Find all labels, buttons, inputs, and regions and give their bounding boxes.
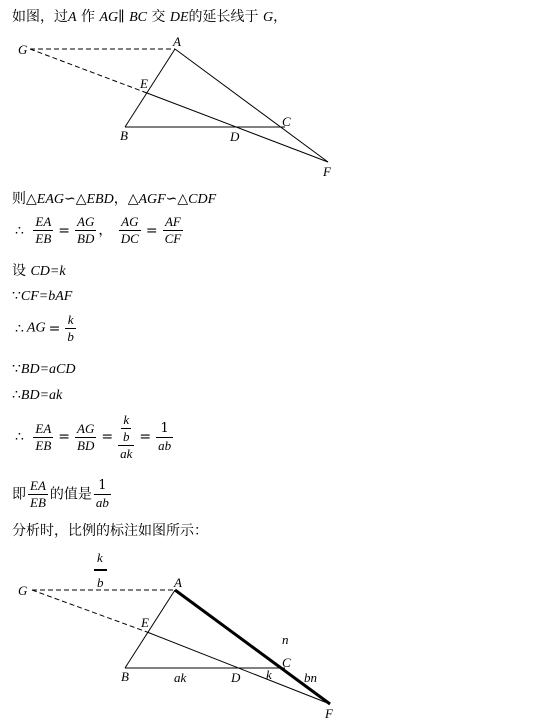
segment-bc: BC [129,10,147,25]
because-symbol: ∵ [12,361,21,377]
fraction-ag-dc [119,214,141,247]
because-symbol: ∵ [12,288,21,304]
numerator: AG [77,420,95,436]
label-f: F [325,706,333,721]
expr-cf: CF=bAF [20,289,73,304]
therefore-symbol: ∴ [15,320,24,337]
figure-1 [0,30,360,180]
point-a: A [68,10,77,25]
set-line [12,262,66,281]
therefore-symbol: ∴ [12,387,21,403]
numerator: 1 [94,478,111,495]
expr-bd: BD=aCD [20,362,76,377]
label-c: C [282,114,291,129]
final-line [12,412,175,462]
numerator: k [65,312,76,329]
comma: ， [273,9,288,25]
line-ab [125,49,175,127]
denominator: BD [77,437,95,453]
fraction-1-ab [94,478,111,511]
ag-label: AG [26,320,46,336]
dashed-line-ge [32,590,147,632]
therefore-symbol: ∴ [15,222,24,239]
denominator: b [67,329,74,344]
ratio-line [12,214,185,247]
numerator: EA [35,214,52,229]
denominator: ab [95,495,109,510]
numerator: EA [35,420,52,436]
because-line-1 [12,287,72,306]
text-ji: 即 [12,486,26,503]
fraction-ea-eb [33,421,53,454]
similar-line [12,190,216,209]
expr-bd-ak: BD=ak [20,388,63,403]
numerator: AG [77,214,95,229]
text-she: 设 [12,263,26,279]
line-af-bold [175,590,330,704]
numerator: k [121,412,132,429]
label-k-over-b-den: b [97,575,104,590]
numerator: AG [119,214,141,231]
label-d: D [231,670,241,685]
fraction-ag-bd [75,214,96,247]
label-b: B [120,128,128,143]
dashed-line-ge [30,49,147,93]
denominator: ab [158,437,172,453]
intro-text-ext: 的延长线于 [188,9,259,25]
therefore-symbol: ∴ [15,429,24,445]
fraction-af-cf [163,214,184,247]
label-a: A [174,575,182,590]
fraction-ea-eb [28,478,48,511]
parallel-symbol: ∥ [118,9,125,25]
equals: = [58,429,70,445]
expr-cd: CD=k [30,264,66,279]
line-af [175,49,328,162]
comma: ， [98,222,113,239]
similar-1: △EAG∽△EBD [26,192,114,207]
intro-text-zuo: 作 [81,9,96,25]
denominator: DC [120,231,139,246]
label-a: A [173,34,181,49]
label-g: G [18,42,28,57]
label-d: D [230,129,240,144]
fraction-ag-bd [75,421,96,454]
point-g: G [262,10,274,25]
segment-de: DE [169,10,189,25]
segment-ag: AG [99,10,119,25]
denominator: EB [30,495,46,510]
intro-text: 如图，过 [12,9,68,25]
line-ab [125,590,175,668]
label-bn: bn [304,670,317,685]
label-k-over-b-num: k [97,550,103,565]
similar-2: △AGF∽△CDF [127,192,217,207]
fraction-k-b [65,312,76,345]
text-value: 的值是 [49,486,92,503]
analysis-text: 分析时，比例的标注如图所示： [12,523,208,539]
bd-line [12,386,62,405]
denominator: b [122,429,130,444]
label-g: G [18,583,28,598]
fraction-ea-eb [33,214,53,247]
label-f: F [323,164,331,179]
equals: = [58,222,70,239]
answer-line [12,478,113,511]
label-b: B [121,669,129,684]
numerator: AF [163,214,184,231]
label-e: E [140,76,148,91]
label-c: C [282,655,291,670]
because-line-2 [12,360,75,379]
equals: = [48,320,61,337]
compound-numerator [118,412,134,446]
fraction-1-ab [156,421,173,454]
denominator: CF [164,231,182,246]
figure-2 [0,545,360,725]
label-e: E [141,615,149,630]
denominator: EB [35,437,52,453]
numerator: 1 [156,421,173,438]
intro-line [12,8,287,27]
equals: = [145,222,158,239]
equals: = [139,429,152,445]
numerator: EA [30,478,46,493]
label-ak: ak [174,670,187,685]
compound-fraction [118,412,134,462]
text-ze: 则 [12,191,26,207]
denominator: BD [77,231,95,246]
label-k: k [266,667,272,682]
comma: ， [113,191,128,207]
fraction-k-b [121,412,132,445]
ag-line [12,312,78,345]
label-n: n [282,632,289,647]
intro-text-jiao: 交 [151,9,166,25]
denominator: ak [120,446,133,461]
denominator: EB [35,231,52,246]
equals: = [101,429,114,445]
